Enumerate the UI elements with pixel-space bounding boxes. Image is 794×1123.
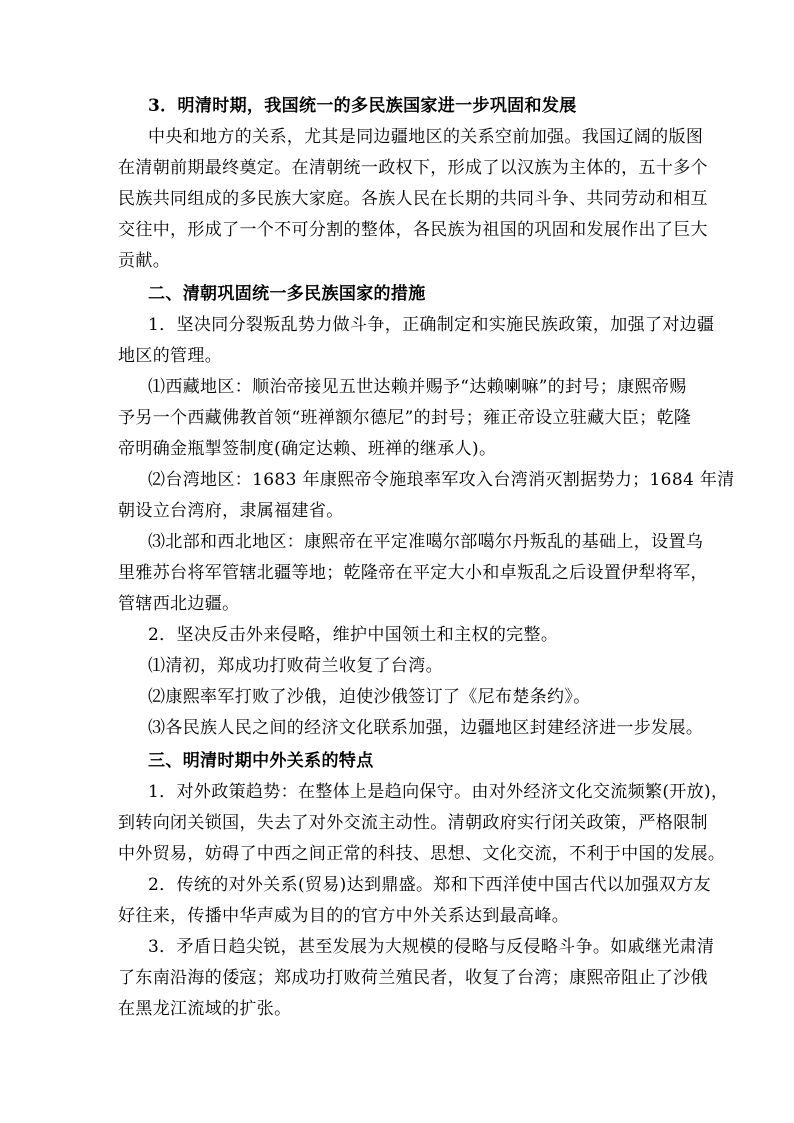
paragraph-line: 朝设立台湾府，隶属福建省。 bbox=[118, 501, 344, 521]
paragraph-line: 里雅苏台将军管辖北疆等地；乾隆帝在平定大小和卓叛乱之后设置伊犁将军， bbox=[118, 563, 708, 583]
paragraph-line: 好往来，传播中华声威为目的的官方中外关系达到最高峰。 bbox=[118, 906, 570, 926]
paragraph-line: 帝明确金瓶掣签制度(确定达赖、班禅的继承人)。 bbox=[118, 439, 497, 459]
paragraph-line: 到转向闭关锁国，失去了对外交流主动性。清朝政府实行闭关政策，严格限制 bbox=[118, 813, 708, 833]
section-heading-3-ming-qing-consolidation: 3．明清时期，我国统一的多民族国家进一步巩固和发展 bbox=[148, 96, 577, 116]
paragraph-line: 2．坚决反击外来侵略，维护中国领土和主权的完整。 bbox=[148, 625, 559, 645]
paragraph-line: 在黑龙江流域的扩张。 bbox=[118, 999, 292, 1019]
paragraph-line: 1．坚决同分裂叛乱势力做斗争，正确制定和实施民族政策，加强了对边疆 bbox=[148, 315, 715, 335]
paragraph-line: 3．矛盾日趋尖锐，甚至发展为大规模的侵略与反侵略斗争。如戚继光肃清 bbox=[148, 937, 715, 957]
paragraph-line: ⑵台湾地区：1683 年康熙帝令施琅率军攻入台湾消灭割据势力；1684 年清 bbox=[148, 470, 735, 490]
paragraph-line: 在清朝前期最终奠定。在清朝统一政权下，形成了以汉族为主体的，五十多个 bbox=[118, 158, 708, 178]
paragraph-line: 予另一个西藏佛教首领“班禅额尔德尼”的封号；雍正帝设立驻藏大臣；乾隆 bbox=[118, 408, 692, 428]
paragraph-line: 中外贸易，妨碍了中西之间正常的科技、思想、文化交流，不利于中国的发展。 bbox=[118, 844, 726, 864]
paragraph-line: ⑴西藏地区：顺治帝接见五世达赖并赐予“达赖喇嘛”的封号；康熙帝赐 bbox=[148, 377, 687, 397]
paragraph-line: 中央和地方的关系，尤其是同边疆地区的关系空前加强。我国辽阔的版图 bbox=[148, 127, 704, 147]
paragraph-line: 贡献。 bbox=[118, 251, 171, 271]
paragraph-line: 民族共同组成的多民族大家庭。各族人民在长期的共同斗争、共同劳动和相互 bbox=[118, 189, 708, 209]
section-heading-qing-measures: 二、清朝巩固统一多民族国家的措施 bbox=[148, 284, 426, 304]
paragraph-line: 了东南沿海的倭寇；郑成功打败荷兰殖民者，收复了台湾；康熙帝阻止了沙俄 bbox=[118, 968, 708, 988]
paragraph-line: ⑶各民族人民之间的经济文化联系加强，边疆地区封建经济进一步发展。 bbox=[148, 718, 704, 738]
paragraph-line: 地区的管理。 bbox=[118, 346, 223, 366]
paragraph-line: ⑴清初，郑成功打败荷兰收复了台湾。 bbox=[148, 656, 443, 676]
paragraph-line: 1．对外政策趋势：在整体上是趋向保守。由对外经济文化交流频繁(开放)， bbox=[148, 782, 729, 802]
paragraph-line: ⑶北部和西北地区：康熙帝在平定准噶尔部噶尔丹叛乱的基础上，设置乌 bbox=[148, 532, 704, 552]
section-heading-ming-qing-foreign-relations: 三、明清时期中外关系的特点 bbox=[148, 751, 374, 771]
paragraph-line: 2．传统的对外关系(贸易)达到鼎盛。郑和下西洋使中国古代以加强双方友 bbox=[148, 875, 711, 895]
paragraph-line: ⑵康熙率军打败了沙俄，迫使沙俄签订了《尼布楚条约》。 bbox=[148, 687, 591, 707]
paragraph-line: 交往中，形成了一个不可分割的整体，各民族为祖国的巩固和发展作出了巨大 bbox=[118, 220, 708, 240]
paragraph-line: 管辖西北边疆。 bbox=[118, 594, 240, 614]
